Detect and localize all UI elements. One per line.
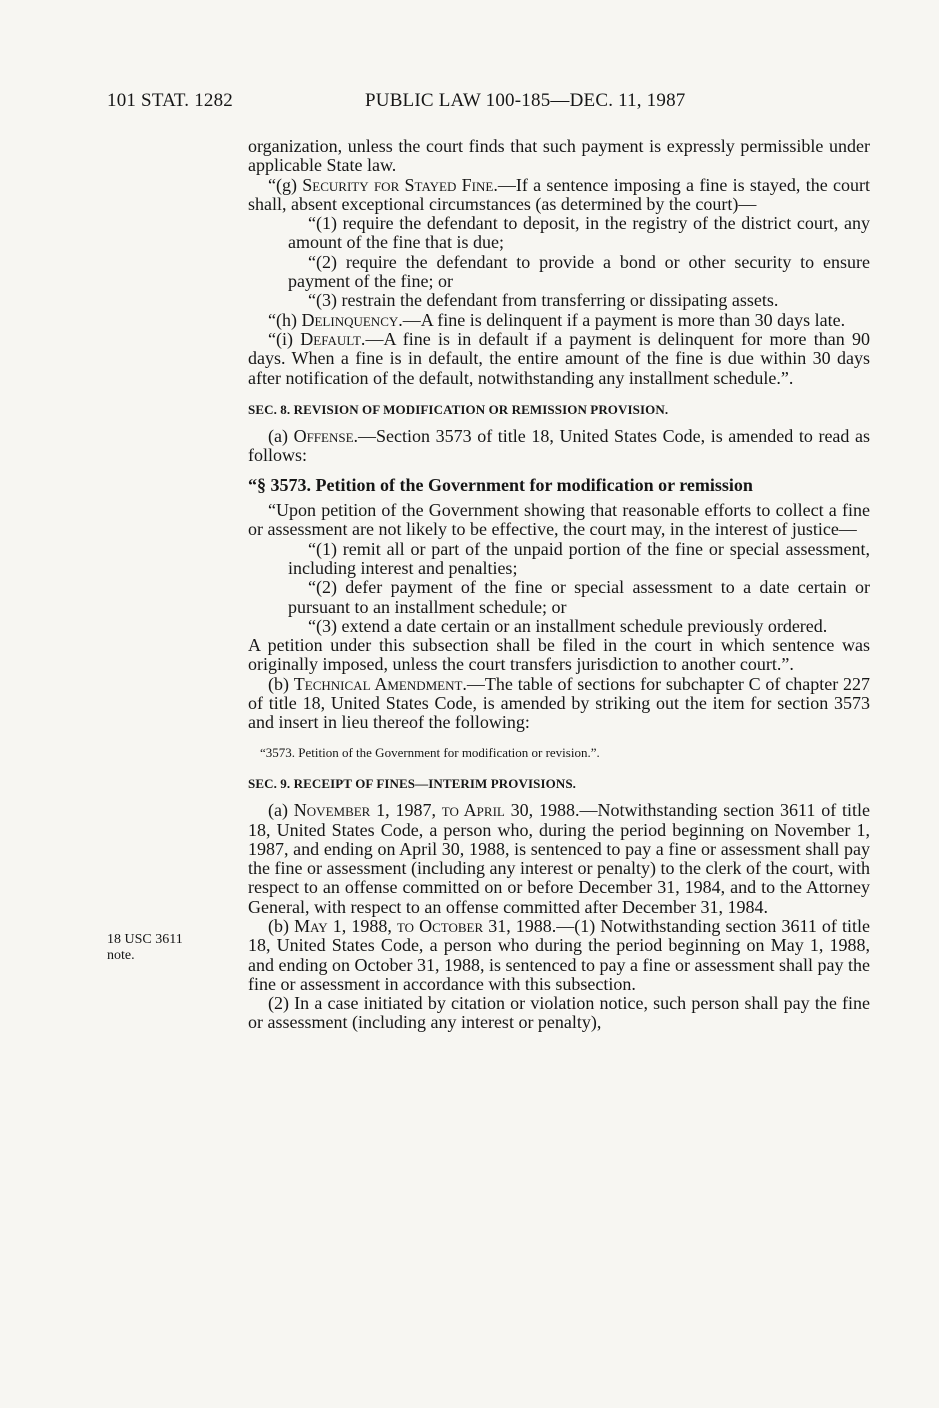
section-9-a-text: —Notwithstanding section 3611 of title 18, United States Code, a person who, during the period beginning on November 1, 1987, and ending on April 30, 1988, is sentenced to pay a fine or assessment shall pay the fine or assessment (including any interest or penalty) to the clerk of the court, with respect to an offense committed on or before December 31, 1984, and to the Attorney General, with respect to an offense committed after December 31, 1984. (248, 800, 870, 917)
statute-page-number: 101 STAT. 1282 (107, 90, 234, 111)
body-text (248, 137, 870, 1033)
subsection-g-prefix: “(g) (268, 174, 303, 195)
table-of-sections-entry: “3573. Petition of the Government for modification or revision.”. (260, 744, 600, 760)
subsection-g-2: “(2) require the defendant to provide a bond or other security to ensure payment of the fine; or (288, 251, 870, 292)
section-9-heading: SEC. 9. RECEIPT OF FINES—INTERIM PROVISIONS. (248, 775, 577, 791)
margin-note-citation: 18 USC 3611 (107, 932, 183, 947)
subsection-g-text: —If a sentence imposing a fine is stayed, the court shall, absent exceptional circumstances (as determined by the court)— (248, 174, 870, 214)
section-8-b (248, 675, 870, 733)
section-9-a-title: November 1, 1987, to April 30, 1988. (293, 800, 580, 821)
subsection-h-prefix: “(h) (268, 309, 302, 330)
paragraph-continuation: organization, unless the court finds that such payment is expressly permissible under applicable State law. (248, 136, 870, 176)
section-9-b-2: (2) In a case initiated by citation or violation notice, such person shall pay the fine or assessment (including any interest or penalty), (248, 993, 870, 1033)
section-8-b-text: —The table of sections for subchapter C of chapter 227 of title 18, United States Code, is amended by striking out the item for section 3573 and insert in lieu thereof the following: (248, 673, 870, 733)
section-9-a (248, 801, 870, 917)
subsection-h-title: Delinquency. (301, 309, 403, 330)
section-8-a-text: —Section 3573 of title 18, United States Code, is amended to read as follows: (248, 426, 871, 466)
section-3573-2: “(2) defer payment of the fine or special assessment to a date certain or pursuant to an installment schedule; or (288, 577, 870, 617)
section-8-heading: SEC. 8. REVISION OF MODIFICATION OR REMISSION PROVISION. (248, 401, 669, 417)
subsection-i-title: Default. (300, 328, 366, 349)
section-3573-title: “§ 3573. Petition of the Government for modification or remission (248, 474, 753, 495)
margin-note (107, 932, 227, 964)
section-3573-1: “(1) remit all or part of the unpaid portion of the fine or special assessment, including interest and penalties; (288, 538, 870, 578)
section-8-a-title: Offense. (293, 426, 359, 447)
subsection-i (248, 330, 870, 388)
subsection-i-text: —A fine is in default if a payment is delinquent for more than 90 days. When a fine is in default, the entire amount of the fine is due within 30 days after notification of the default, notwithstanding any installment schedule.”. (248, 328, 870, 388)
subsection-g-title: Security for Stayed Fine. (302, 174, 498, 195)
subsection-h (248, 311, 870, 330)
section-9-b-title: May 1, 1988, to October 31, 1988. (294, 915, 557, 936)
section-8-a-prefix: (a) (268, 426, 294, 447)
section-3573-intro: “Upon petition of the Government showing that reasonable efforts to collect a fine or assessment are not likely to be effective, the court may, in the interest of justice— (248, 500, 870, 540)
public-law-title: PUBLIC LAW 100-185—DEC. 11, 1987 (365, 90, 686, 111)
subsection-g-1: “(1) require the defendant to deposit, in the registry of the district court, any amount of the fine that is due; (288, 213, 870, 253)
section-3573-closing: A petition under this subsection shall be filed in the court in which sentence was originally imposed, unless the court transfers jurisdiction to another court.”. (248, 635, 870, 675)
section-9-b-prefix: (b) (268, 915, 295, 936)
section-9-b-text: —(1) Notwithstanding section 3611 of title 18, United States Code, a person who during the period beginning on May 1, 1988, and ending on October 31, 1988, is sentenced to pay a fine or assessment shall pay the fine or assessment in accordance with this subsection. (248, 915, 870, 994)
subsection-g (248, 176, 870, 215)
section-8-b-prefix: (b) (268, 673, 294, 694)
section-9-a-prefix: (a) (268, 800, 294, 821)
margin-note-suffix: note. (107, 948, 135, 963)
section-8-b-title: Technical Amendment. (293, 673, 467, 694)
subsection-h-text: —A fine is delinquent if a payment is more than 30 days late. (402, 309, 846, 330)
page-header (107, 90, 807, 118)
subsection-g-3: “(3) restrain the defendant from transferring or dissipating assets. (308, 290, 779, 311)
subsection-i-prefix: “(i) (268, 328, 301, 349)
section-9-b (248, 917, 870, 994)
section-3573-3: “(3) extend a date certain or an installment schedule previously ordered. (308, 615, 828, 636)
section-8-a (248, 427, 870, 466)
